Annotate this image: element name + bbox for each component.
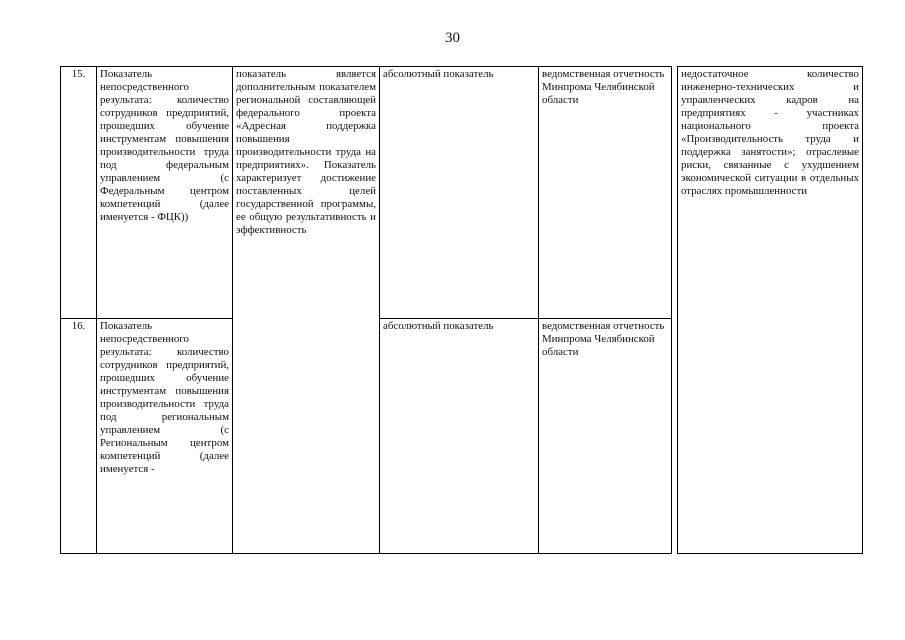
data-source: ведомственная отчетность Минпрома Челябинской области [539, 67, 672, 319]
indicator-type: абсолютный показатель [380, 67, 539, 319]
page-number: 30 [445, 30, 460, 46]
table-row [61, 67, 863, 319]
indicator-description: показатель является дополнительным показателем региональной составляющей федерального проекта «Адресная поддержка повышения производительности труда на предприятиях». Показатель характеризует достижение поставленных целей государственной программы, ее общую результативность и эффективность [233, 67, 380, 554]
indicator-name: Показатель непосредственного результата: количество сотрудников предприятий, прошедших обучение инструментам повышения производительности труда под федеральным управлением (с Федеральным центром компетенций (далее именуется - ФЦК)) [97, 67, 233, 319]
risks-text: недостаточное количество инженерно-технических и управленческих кадров на предприятиях - участниках национального проекта «Производительность труда и поддержка занятости»; отраслевые риски, связанные с ухудшением экономической ситуации в отдельных отраслях промышленности [678, 67, 863, 554]
row-number: 15. [61, 67, 97, 319]
indicator-name: Показатель непосредственного результата: количество сотрудников предприятий, прошедших обучение инструментам повышения производительности труда под региональным управлением (с Региональным центром компетенций (далее именуется - [97, 319, 233, 554]
data-source: ведомственная отчетность Минпрома Челябинской области [539, 319, 672, 554]
row-number: 16. [61, 319, 97, 554]
indicator-type: абсолютный показатель [380, 319, 539, 554]
indicators-table [60, 66, 863, 554]
